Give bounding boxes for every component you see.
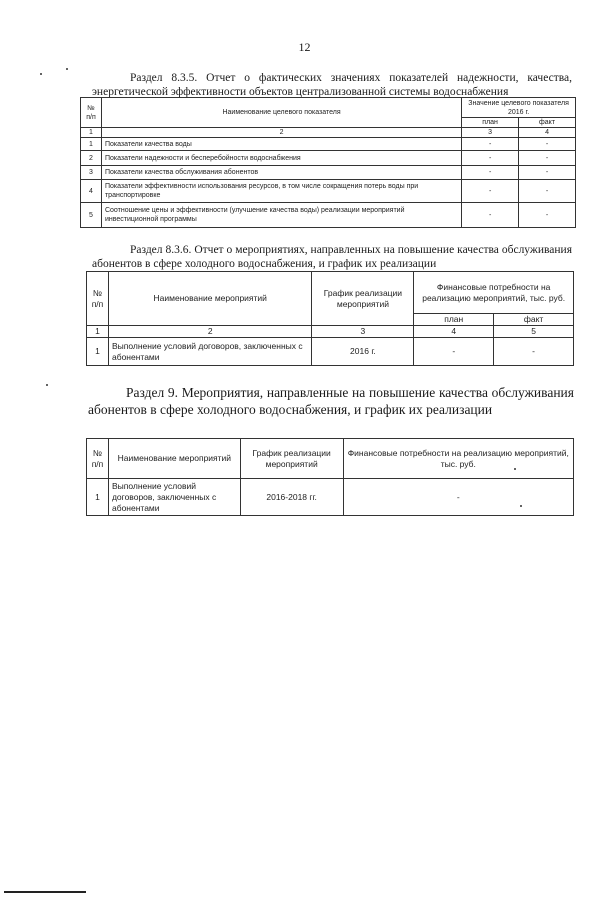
scan-speck: [520, 505, 522, 507]
table-row: 1 Выполнение условий договоров, заключенных с абонентами 2016-2018 гг. -: [87, 479, 574, 516]
scan-speck: [66, 68, 68, 70]
table-row: 5 Соотношение цены и эффективности (улучшение качества воды) реализации мероприятий инвестиционной программы - -: [81, 203, 576, 228]
table-row: 3 Показатели качества обслуживания абонентов - -: [81, 166, 576, 180]
col-header-plan: план: [414, 314, 494, 326]
table-row: 2 Показатели надежности и бесперебойности водоснабжения - -: [81, 151, 576, 166]
col-header-name: Наименование мероприятий: [108, 439, 240, 479]
scan-edge-line: [4, 891, 86, 893]
col-header-finance: Финансовые потребности на реализацию мероприятий, тыс. руб.: [414, 272, 574, 314]
numbering-row: 1 2 3 4: [81, 128, 576, 138]
indicators-table: [80, 97, 576, 228]
table-row: 1 Показатели качества воды - -: [81, 138, 576, 151]
col-header-schedule: График реализации мероприятий: [240, 439, 343, 479]
table-row: 1 Выполнение условий договоров, заключенных с абонентами 2016 г. - -: [87, 338, 574, 366]
section-8-3-6-heading: Раздел 8.3.6. Отчет о мероприятиях, направленных на повышение качества обслуживания абонентов в сфере холодного водоснабжения, и график их реализации: [92, 244, 572, 270]
col-header-num: № п/п: [87, 439, 109, 479]
col-header-name: Наименование целевого показателя: [101, 98, 461, 128]
col-header-num: № п/п: [87, 272, 109, 326]
col-header-name: Наименование мероприятий: [108, 272, 312, 326]
measures-report-table: [86, 271, 574, 366]
col-header-fact: факт: [494, 314, 574, 326]
col-header-schedule: График реализации мероприятий: [312, 272, 414, 326]
measures-plan-table: [86, 438, 574, 516]
numbering-row: 1 2 3 4 5: [87, 326, 574, 338]
scan-speck: [40, 73, 42, 75]
scan-speck: [46, 384, 48, 386]
col-header-finance: Финансовые потребности на реализацию мероприятий, тыс. руб.: [343, 439, 573, 479]
col-header-value: Значение целевого показателя 2016 г.: [462, 98, 576, 118]
col-header-fact: факт: [519, 118, 576, 128]
page-number: 12: [298, 40, 311, 54]
col-header-num: № п/п: [81, 98, 102, 128]
section-8-3-5-heading: Раздел 8.3.5. Отчет о фактических значениях показателей надежности, качества, энергетической эффективности объектов централизованной системы водоснабжения: [92, 72, 572, 98]
col-header-plan: план: [462, 118, 519, 128]
scan-speck: [514, 468, 516, 470]
table-row: 4 Показатели эффективности использования ресурсов, в том числе сокращения потерь воды при транспортировке - -: [81, 180, 576, 203]
section-9-heading: Раздел 9. Мероприятия, направленные на повышение качества обслуживания абонентов в сфере холодного водоснабжения, и график их реализации: [88, 385, 574, 417]
